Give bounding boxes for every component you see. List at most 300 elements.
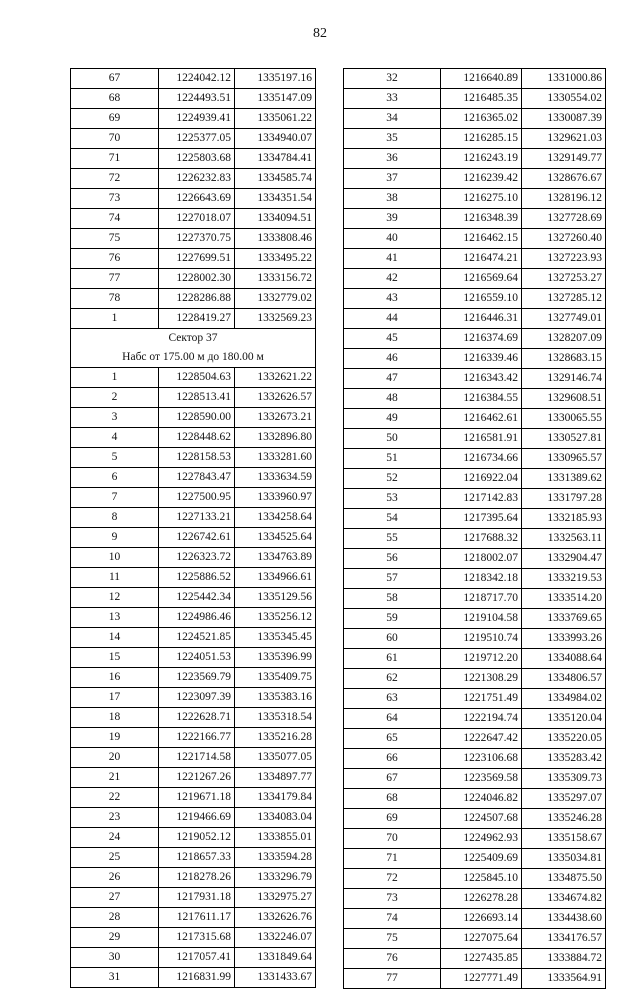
x-coordinate-cell: 1225442.34 xyxy=(159,588,235,608)
point-number-cell: 29 xyxy=(71,928,159,948)
y-coordinate-cell: 1333296.79 xyxy=(235,868,316,888)
table-row xyxy=(344,369,606,389)
x-coordinate-cell: 1224521.85 xyxy=(159,628,235,648)
point-number-cell: 70 xyxy=(344,829,441,849)
table-row xyxy=(344,929,606,949)
point-number-cell: 58 xyxy=(344,589,441,609)
y-coordinate-cell: 1335216.28 xyxy=(235,728,316,748)
table-row xyxy=(71,149,316,169)
x-coordinate-cell: 1223569.79 xyxy=(159,668,235,688)
y-coordinate-cell: 1332779.02 xyxy=(235,289,316,309)
point-number-cell: 42 xyxy=(344,269,441,289)
point-number-cell: 63 xyxy=(344,689,441,709)
y-coordinate-cell: 1334438.60 xyxy=(522,909,606,929)
point-number-cell: 35 xyxy=(344,129,441,149)
x-coordinate-cell: 1216559.10 xyxy=(441,289,522,309)
point-number-cell: 68 xyxy=(71,89,159,109)
x-coordinate-cell: 1216243.19 xyxy=(441,149,522,169)
table-row xyxy=(71,788,316,808)
table-row xyxy=(71,548,316,568)
x-coordinate-cell: 1219104.58 xyxy=(441,609,522,629)
table-row xyxy=(71,309,316,329)
y-coordinate-cell: 1334094.51 xyxy=(235,209,316,229)
table-row xyxy=(344,469,606,489)
x-coordinate-cell: 1216365.02 xyxy=(441,109,522,129)
point-number-cell: 11 xyxy=(71,568,159,588)
x-coordinate-cell: 1228158.53 xyxy=(159,448,235,468)
y-coordinate-cell: 1330527.81 xyxy=(522,429,606,449)
y-coordinate-cell: 1334083.04 xyxy=(235,808,316,828)
point-number-cell: 22 xyxy=(71,788,159,808)
table-row xyxy=(344,209,606,229)
sector-title: Сектор 37 xyxy=(168,332,218,344)
x-coordinate-cell: 1218278.26 xyxy=(159,868,235,888)
point-number-cell: 32 xyxy=(344,69,441,89)
y-coordinate-cell: 1328196.12 xyxy=(522,189,606,209)
point-number-cell: 19 xyxy=(71,728,159,748)
point-number-cell: 44 xyxy=(344,309,441,329)
y-coordinate-cell: 1331433.67 xyxy=(235,968,316,988)
point-number-cell: 24 xyxy=(71,828,159,848)
y-coordinate-cell: 1332904.47 xyxy=(522,549,606,569)
point-number-cell: 12 xyxy=(71,588,159,608)
y-coordinate-cell: 1331000.86 xyxy=(522,69,606,89)
x-coordinate-cell: 1228448.62 xyxy=(159,428,235,448)
x-coordinate-cell: 1228504.63 xyxy=(159,368,235,388)
y-coordinate-cell: 1332563.11 xyxy=(522,529,606,549)
point-number-cell: 28 xyxy=(71,908,159,928)
table-row xyxy=(344,429,606,449)
x-coordinate-cell: 1224507.68 xyxy=(441,809,522,829)
point-number-cell: 43 xyxy=(344,289,441,309)
x-coordinate-cell: 1228419.27 xyxy=(159,309,235,329)
sector-header-group xyxy=(71,329,316,368)
point-number-cell: 74 xyxy=(344,909,441,929)
table-row xyxy=(71,209,316,229)
point-number-cell: 77 xyxy=(344,969,441,989)
x-coordinate-cell: 1224046.82 xyxy=(441,789,522,809)
table-row xyxy=(344,329,606,349)
table-row xyxy=(344,89,606,109)
y-coordinate-cell: 1334258.64 xyxy=(235,508,316,528)
table-row xyxy=(71,688,316,708)
point-number-cell: 25 xyxy=(71,848,159,868)
table-row xyxy=(344,969,606,989)
y-coordinate-cell: 1327728.69 xyxy=(522,209,606,229)
table-row xyxy=(344,709,606,729)
point-number-cell: 49 xyxy=(344,409,441,429)
table-row xyxy=(71,289,316,309)
table-row xyxy=(344,409,606,429)
x-coordinate-cell: 1218342.18 xyxy=(441,569,522,589)
point-number-cell: 46 xyxy=(344,349,441,369)
x-coordinate-cell: 1219712.20 xyxy=(441,649,522,669)
y-coordinate-cell: 1335409.75 xyxy=(235,668,316,688)
table-row xyxy=(344,289,606,309)
y-coordinate-cell: 1331389.62 xyxy=(522,469,606,489)
y-coordinate-cell: 1333960.97 xyxy=(235,488,316,508)
point-number-cell: 73 xyxy=(344,889,441,909)
table-row xyxy=(344,949,606,969)
point-number-cell: 78 xyxy=(71,289,159,309)
table-row xyxy=(71,129,316,149)
point-number-cell: 36 xyxy=(344,149,441,169)
y-coordinate-cell: 1334674.82 xyxy=(522,889,606,909)
point-number-cell: 41 xyxy=(344,249,441,269)
point-number-cell: 72 xyxy=(71,169,159,189)
table-row xyxy=(344,149,606,169)
x-coordinate-cell: 1216446.31 xyxy=(441,309,522,329)
table-row xyxy=(344,509,606,529)
y-coordinate-cell: 1334525.64 xyxy=(235,528,316,548)
x-coordinate-cell: 1221751.49 xyxy=(441,689,522,709)
x-coordinate-cell: 1226278.28 xyxy=(441,889,522,909)
table-row xyxy=(71,808,316,828)
table-row xyxy=(71,768,316,788)
y-coordinate-cell: 1335283.42 xyxy=(522,749,606,769)
table-row xyxy=(344,189,606,209)
x-coordinate-cell: 1222194.74 xyxy=(441,709,522,729)
y-coordinate-cell: 1330554.02 xyxy=(522,89,606,109)
y-coordinate-cell: 1333156.72 xyxy=(235,269,316,289)
x-coordinate-cell: 1227435.85 xyxy=(441,949,522,969)
x-coordinate-cell: 1216640.89 xyxy=(441,69,522,89)
coordinates-table-left xyxy=(70,68,316,988)
x-coordinate-cell: 1216285.15 xyxy=(441,129,522,149)
point-number-cell: 1 xyxy=(71,309,159,329)
y-coordinate-cell: 1329149.77 xyxy=(522,149,606,169)
table-row xyxy=(344,629,606,649)
x-coordinate-cell: 1217395.64 xyxy=(441,509,522,529)
point-number-cell: 71 xyxy=(344,849,441,869)
table-row xyxy=(344,449,606,469)
y-coordinate-cell: 1334875.50 xyxy=(522,869,606,889)
x-coordinate-cell: 1228590.00 xyxy=(159,408,235,428)
x-coordinate-cell: 1218717.70 xyxy=(441,589,522,609)
table-row xyxy=(71,249,316,269)
y-coordinate-cell: 1334179.84 xyxy=(235,788,316,808)
point-number-cell: 16 xyxy=(71,668,159,688)
x-coordinate-cell: 1226643.69 xyxy=(159,189,235,209)
y-coordinate-cell: 1333855.01 xyxy=(235,828,316,848)
table-row xyxy=(344,349,606,369)
table-row xyxy=(344,609,606,629)
point-number-cell: 69 xyxy=(71,109,159,129)
x-coordinate-cell: 1219510.74 xyxy=(441,629,522,649)
x-coordinate-cell: 1224051.53 xyxy=(159,648,235,668)
x-coordinate-cell: 1217611.17 xyxy=(159,908,235,928)
y-coordinate-cell: 1332621.22 xyxy=(235,368,316,388)
table-row xyxy=(71,628,316,648)
y-coordinate-cell: 1331849.64 xyxy=(235,948,316,968)
table-row xyxy=(71,948,316,968)
y-coordinate-cell: 1327223.93 xyxy=(522,249,606,269)
y-coordinate-cell: 1333594.28 xyxy=(235,848,316,868)
y-coordinate-cell: 1332569.23 xyxy=(235,309,316,329)
point-number-cell: 4 xyxy=(71,428,159,448)
y-coordinate-cell: 1333219.53 xyxy=(522,569,606,589)
y-coordinate-cell: 1327260.40 xyxy=(522,229,606,249)
point-number-cell: 38 xyxy=(344,189,441,209)
y-coordinate-cell: 1335396.99 xyxy=(235,648,316,668)
point-number-cell: 66 xyxy=(344,749,441,769)
table-row xyxy=(71,868,316,888)
x-coordinate-cell: 1227075.64 xyxy=(441,929,522,949)
point-number-cell: 13 xyxy=(71,608,159,628)
table-row xyxy=(71,848,316,868)
y-coordinate-cell: 1332626.76 xyxy=(235,908,316,928)
y-coordinate-cell: 1334784.41 xyxy=(235,149,316,169)
x-coordinate-cell: 1216485.35 xyxy=(441,89,522,109)
x-coordinate-cell: 1216569.64 xyxy=(441,269,522,289)
table-row xyxy=(71,269,316,289)
table-row xyxy=(71,488,316,508)
x-coordinate-cell: 1217688.32 xyxy=(441,529,522,549)
point-number-cell: 39 xyxy=(344,209,441,229)
y-coordinate-cell: 1335197.16 xyxy=(235,69,316,89)
table-row xyxy=(71,69,316,89)
point-number-cell: 23 xyxy=(71,808,159,828)
x-coordinate-cell: 1216462.15 xyxy=(441,229,522,249)
x-coordinate-cell: 1227699.51 xyxy=(159,249,235,269)
x-coordinate-cell: 1216474.21 xyxy=(441,249,522,269)
table-row xyxy=(71,448,316,468)
table-row xyxy=(71,528,316,548)
point-number-cell: 55 xyxy=(344,529,441,549)
table-row xyxy=(71,408,316,428)
point-number-cell: 76 xyxy=(71,249,159,269)
y-coordinate-cell: 1330087.39 xyxy=(522,109,606,129)
x-coordinate-cell: 1226742.61 xyxy=(159,528,235,548)
x-coordinate-cell: 1228513.41 xyxy=(159,388,235,408)
point-number-cell: 74 xyxy=(71,209,159,229)
y-coordinate-cell: 1334897.77 xyxy=(235,768,316,788)
table-row xyxy=(344,809,606,829)
y-coordinate-cell: 1327253.27 xyxy=(522,269,606,289)
table-row xyxy=(71,388,316,408)
point-number-cell: 73 xyxy=(71,189,159,209)
x-coordinate-cell: 1222647.42 xyxy=(441,729,522,749)
point-number-cell: 10 xyxy=(71,548,159,568)
table-row xyxy=(71,368,316,388)
y-coordinate-cell: 1334966.61 xyxy=(235,568,316,588)
y-coordinate-cell: 1335034.81 xyxy=(522,849,606,869)
point-number-cell: 37 xyxy=(344,169,441,189)
point-number-cell: 75 xyxy=(344,929,441,949)
x-coordinate-cell: 1221267.26 xyxy=(159,768,235,788)
x-coordinate-cell: 1216384.55 xyxy=(441,389,522,409)
x-coordinate-cell: 1226693.14 xyxy=(441,909,522,929)
y-coordinate-cell: 1329608.51 xyxy=(522,389,606,409)
table-row xyxy=(344,309,606,329)
table-row xyxy=(344,669,606,689)
table-row xyxy=(71,928,316,948)
x-coordinate-cell: 1228286.88 xyxy=(159,289,235,309)
point-number-cell: 76 xyxy=(344,949,441,969)
y-coordinate-cell: 1333769.65 xyxy=(522,609,606,629)
y-coordinate-cell: 1330065.55 xyxy=(522,409,606,429)
point-number-cell: 64 xyxy=(344,709,441,729)
point-number-cell: 50 xyxy=(344,429,441,449)
x-coordinate-cell: 1224939.41 xyxy=(159,109,235,129)
point-number-cell: 34 xyxy=(344,109,441,129)
y-coordinate-cell: 1335220.05 xyxy=(522,729,606,749)
x-coordinate-cell: 1228002.30 xyxy=(159,269,235,289)
y-coordinate-cell: 1334763.89 xyxy=(235,548,316,568)
point-number-cell: 67 xyxy=(344,769,441,789)
point-number-cell: 70 xyxy=(71,129,159,149)
y-coordinate-cell: 1335147.09 xyxy=(235,89,316,109)
x-coordinate-cell: 1216831.99 xyxy=(159,968,235,988)
y-coordinate-cell: 1335061.22 xyxy=(235,109,316,129)
point-number-cell: 6 xyxy=(71,468,159,488)
point-number-cell: 8 xyxy=(71,508,159,528)
x-coordinate-cell: 1216734.66 xyxy=(441,449,522,469)
x-coordinate-cell: 1225803.68 xyxy=(159,149,235,169)
point-number-cell: 5 xyxy=(71,448,159,468)
x-coordinate-cell: 1219466.69 xyxy=(159,808,235,828)
table-row xyxy=(71,648,316,668)
table-row xyxy=(71,109,316,129)
table-row xyxy=(344,569,606,589)
y-coordinate-cell: 1328676.67 xyxy=(522,169,606,189)
point-number-cell: 48 xyxy=(344,389,441,409)
point-number-cell: 68 xyxy=(344,789,441,809)
y-coordinate-cell: 1334806.57 xyxy=(522,669,606,689)
point-number-cell: 2 xyxy=(71,388,159,408)
point-number-cell: 65 xyxy=(344,729,441,749)
x-coordinate-cell: 1227771.49 xyxy=(441,969,522,989)
point-number-cell: 77 xyxy=(71,269,159,289)
point-number-cell: 75 xyxy=(71,229,159,249)
y-coordinate-cell: 1329621.03 xyxy=(522,129,606,149)
x-coordinate-cell: 1219671.18 xyxy=(159,788,235,808)
y-coordinate-cell: 1333634.59 xyxy=(235,468,316,488)
table-row xyxy=(71,828,316,848)
x-coordinate-cell: 1223569.58 xyxy=(441,769,522,789)
point-number-cell: 60 xyxy=(344,629,441,649)
table-row xyxy=(71,668,316,688)
y-coordinate-cell: 1334088.64 xyxy=(522,649,606,669)
y-coordinate-cell: 1333281.60 xyxy=(235,448,316,468)
point-number-cell: 52 xyxy=(344,469,441,489)
table-row xyxy=(71,708,316,728)
point-number-cell: 26 xyxy=(71,868,159,888)
point-number-cell: 7 xyxy=(71,488,159,508)
x-coordinate-cell: 1218002.07 xyxy=(441,549,522,569)
y-coordinate-cell: 1333495.22 xyxy=(235,249,316,269)
y-coordinate-cell: 1332975.27 xyxy=(235,888,316,908)
point-number-cell: 72 xyxy=(344,869,441,889)
point-number-cell: 54 xyxy=(344,509,441,529)
point-number-cell: 18 xyxy=(71,708,159,728)
table-row xyxy=(71,169,316,189)
x-coordinate-cell: 1227843.47 xyxy=(159,468,235,488)
sector-header-cell xyxy=(71,329,316,368)
y-coordinate-cell: 1333808.46 xyxy=(235,229,316,249)
table-row xyxy=(344,649,606,669)
y-coordinate-cell: 1335309.73 xyxy=(522,769,606,789)
y-coordinate-cell: 1330965.57 xyxy=(522,449,606,469)
x-coordinate-cell: 1224986.46 xyxy=(159,608,235,628)
point-number-cell: 21 xyxy=(71,768,159,788)
point-number-cell: 61 xyxy=(344,649,441,669)
coordinates-table-right xyxy=(343,68,606,989)
y-coordinate-cell: 1335383.16 xyxy=(235,688,316,708)
table-row xyxy=(344,749,606,769)
x-coordinate-cell: 1225845.10 xyxy=(441,869,522,889)
sector-height-range: Набс от 175.00 м до 180.00 м xyxy=(122,351,264,363)
x-coordinate-cell: 1225886.52 xyxy=(159,568,235,588)
table-row xyxy=(71,968,316,988)
table-row xyxy=(344,529,606,549)
table-row xyxy=(344,829,606,849)
y-coordinate-cell: 1335297.07 xyxy=(522,789,606,809)
table-row xyxy=(344,69,606,89)
table-row xyxy=(344,269,606,289)
y-coordinate-cell: 1334585.74 xyxy=(235,169,316,189)
x-coordinate-cell: 1227018.07 xyxy=(159,209,235,229)
x-coordinate-cell: 1226323.72 xyxy=(159,548,235,568)
point-number-cell: 14 xyxy=(71,628,159,648)
y-coordinate-cell: 1328683.15 xyxy=(522,349,606,369)
y-coordinate-cell: 1334984.02 xyxy=(522,689,606,709)
y-coordinate-cell: 1335158.67 xyxy=(522,829,606,849)
y-coordinate-cell: 1332185.93 xyxy=(522,509,606,529)
x-coordinate-cell: 1227370.75 xyxy=(159,229,235,249)
x-coordinate-cell: 1216275.10 xyxy=(441,189,522,209)
table-row xyxy=(71,568,316,588)
y-coordinate-cell: 1327749.01 xyxy=(522,309,606,329)
table-row xyxy=(71,508,316,528)
x-coordinate-cell: 1224962.93 xyxy=(441,829,522,849)
point-number-cell: 9 xyxy=(71,528,159,548)
x-coordinate-cell: 1217931.18 xyxy=(159,888,235,908)
x-coordinate-cell: 1216374.69 xyxy=(441,329,522,349)
x-coordinate-cell: 1217057.41 xyxy=(159,948,235,968)
x-coordinate-cell: 1216462.61 xyxy=(441,409,522,429)
y-coordinate-cell: 1335077.05 xyxy=(235,748,316,768)
x-coordinate-cell: 1216922.04 xyxy=(441,469,522,489)
table-row xyxy=(71,908,316,928)
y-coordinate-cell: 1333993.26 xyxy=(522,629,606,649)
y-coordinate-cell: 1334351.54 xyxy=(235,189,316,209)
x-coordinate-cell: 1216343.42 xyxy=(441,369,522,389)
x-coordinate-cell: 1227133.21 xyxy=(159,508,235,528)
y-coordinate-cell: 1329146.74 xyxy=(522,369,606,389)
point-number-cell: 59 xyxy=(344,609,441,629)
x-coordinate-cell: 1225409.69 xyxy=(441,849,522,869)
point-number-cell: 31 xyxy=(71,968,159,988)
point-number-cell: 56 xyxy=(344,549,441,569)
y-coordinate-cell: 1335345.45 xyxy=(235,628,316,648)
y-coordinate-cell: 1333884.72 xyxy=(522,949,606,969)
table-row xyxy=(344,769,606,789)
x-coordinate-cell: 1227500.95 xyxy=(159,488,235,508)
table-row xyxy=(344,869,606,889)
point-number-cell: 62 xyxy=(344,669,441,689)
x-coordinate-cell: 1226232.83 xyxy=(159,169,235,189)
table-row xyxy=(344,849,606,869)
y-coordinate-cell: 1335246.28 xyxy=(522,809,606,829)
x-coordinate-cell: 1222166.77 xyxy=(159,728,235,748)
table-row xyxy=(344,389,606,409)
x-coordinate-cell: 1216348.39 xyxy=(441,209,522,229)
point-number-cell: 40 xyxy=(344,229,441,249)
x-coordinate-cell: 1217142.83 xyxy=(441,489,522,509)
x-coordinate-cell: 1222628.71 xyxy=(159,708,235,728)
x-coordinate-cell: 1216239.42 xyxy=(441,169,522,189)
